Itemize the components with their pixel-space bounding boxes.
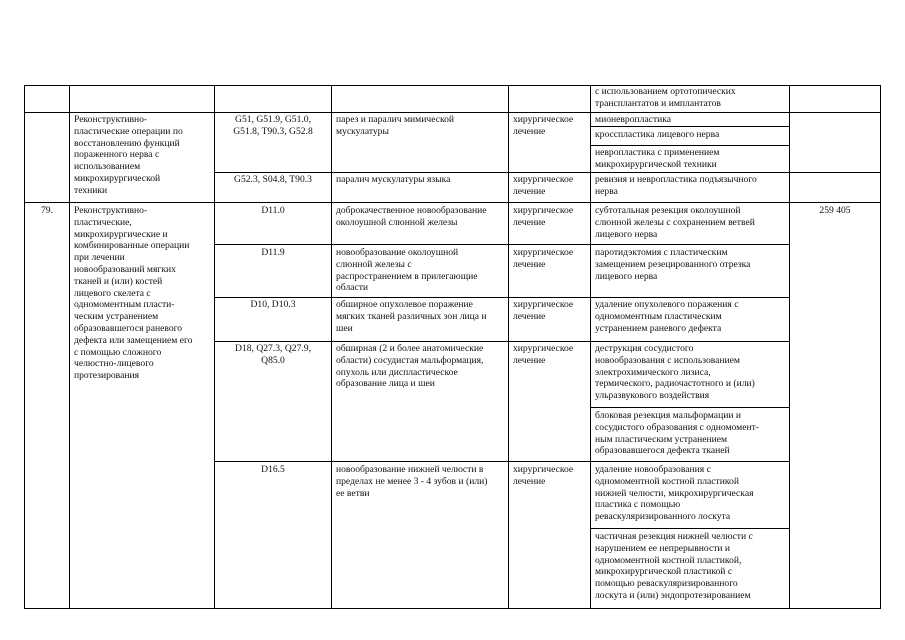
nerve-sub1-method-1: мионевропластика [595,114,672,125]
r79-sub1-model: доброкачественное новообразование околоушной слюнной железы [336,205,487,228]
r79-sub3-treatment: хирургическое лечение [513,299,574,322]
nerve-sub2-treatment: хирургическое лечение [513,174,574,197]
r79-sub2-codes: D11.9 [261,247,285,258]
prev-method-text: с использованием ортотопических трансплантатов и имплантатов [595,86,736,109]
r79-sub3-codes: D10, D10.3 [250,299,296,310]
nerve-sub1-codes: G51, G51.9, G51.0, G51.8, T90.3, G52.8 [233,114,313,137]
nerve-surgery-name: Реконструктивно- пластические операции по восстановлению функций пораженного нерва с использованием микрохирургической техники [74,114,183,196]
r79-sub4-codes: D18, Q27.3, Q27.9, Q85.0 [235,343,311,366]
r79-sub2-model: новообразование околоушной слюнной железы с распространением в прилегающие области [336,247,478,294]
nerve-sub2-model: паралич мускулатуры языка [336,174,451,185]
r79-sub5-model: новообразование нижней челюсти в пределах не менее 3 - 4 зубов и (или) ее ветви [336,464,488,499]
r79-sub1-method: субтотальная резекция околоушной слюнной железы с сохранением ветвей лицевого нерва [595,205,755,240]
nerve-sub1-treatment: хирургическое лечение [513,114,574,137]
r79-sub4-method-1: деструкция сосудистого новообразования с использованием электрохимического лизиса, термического, радиочастотного и (или) ульразвукового воздействия [595,343,755,402]
r79-sub4-model: обширная (2 и более анатомические области) сосудистая мальформация, опухоль или диспластическое образование лица и шеи [336,343,484,390]
row-79-cost: 259 405 [819,205,851,216]
r79-sub1-codes: D11.0 [261,205,285,216]
r79-sub4-method-2: блоковая резекция мальформации и сосудистого образования с одномомент- ным пластическим устранением образовавшегося дефекта тканей [595,410,759,457]
r79-sub5-method-1: удаление новообразования с одномоментной костной пластикой нижней челюсти, микрохирургическая пластика с помощью реваскуляризированного лоскута [595,464,754,523]
r79-sub5-treatment: хирургическое лечение [513,464,574,487]
r79-sub4-treatment: хирургическое лечение [513,343,574,366]
r79-sub3-method: удаление опухолевого поражения с одномоментным пластическим устранением раневого дефекта [595,299,739,334]
nerve-sub1-model: парез и паралич мимической мускулатуры [336,114,455,137]
row-79-number: 79. [41,205,53,216]
nerve-sub1-method-3: невропластика с применением микрохирургической техники [595,147,720,170]
nerve-sub2-codes: G52.3, S04.8, T90.3 [234,174,312,185]
r79-sub5-codes: D16.5 [261,464,285,475]
nerve-sub2-method: ревизия и невропластика подъязычного нерва [595,174,757,197]
r79-sub2-method: паротидэктомия с пластическим замещением резецированного отрезка лицевого нерва [595,247,751,282]
nerve-sub1-method-2: кросспластика лицевого нерва [595,129,720,140]
r79-sub5-method-2: частичная резекция нижней челюсти с нарушением ее непрерывности и одномоментной костной пластикой, микрохирургической пластикой с помощью реваскуляризированного лоскута и (или) эндопротезированием [595,531,753,601]
row-79-name: Реконструктивно- пластические, микрохирургические и комбинированные операции при лечении новообразований мягких тканей и (или) костей лицевого скелета с одномоментным пласти- ческим устранением образовавшегося раневого дефекта или замещением его с помощью сложного челюстно-лицевого протезирования [74,205,193,382]
r79-sub2-treatment: хирургическое лечение [513,247,574,270]
r79-sub3-model: обширное опухолевое поражение мягких тканей различных зон лица и шеи [336,299,487,334]
r79-sub1-treatment: хирургическое лечение [513,205,574,228]
